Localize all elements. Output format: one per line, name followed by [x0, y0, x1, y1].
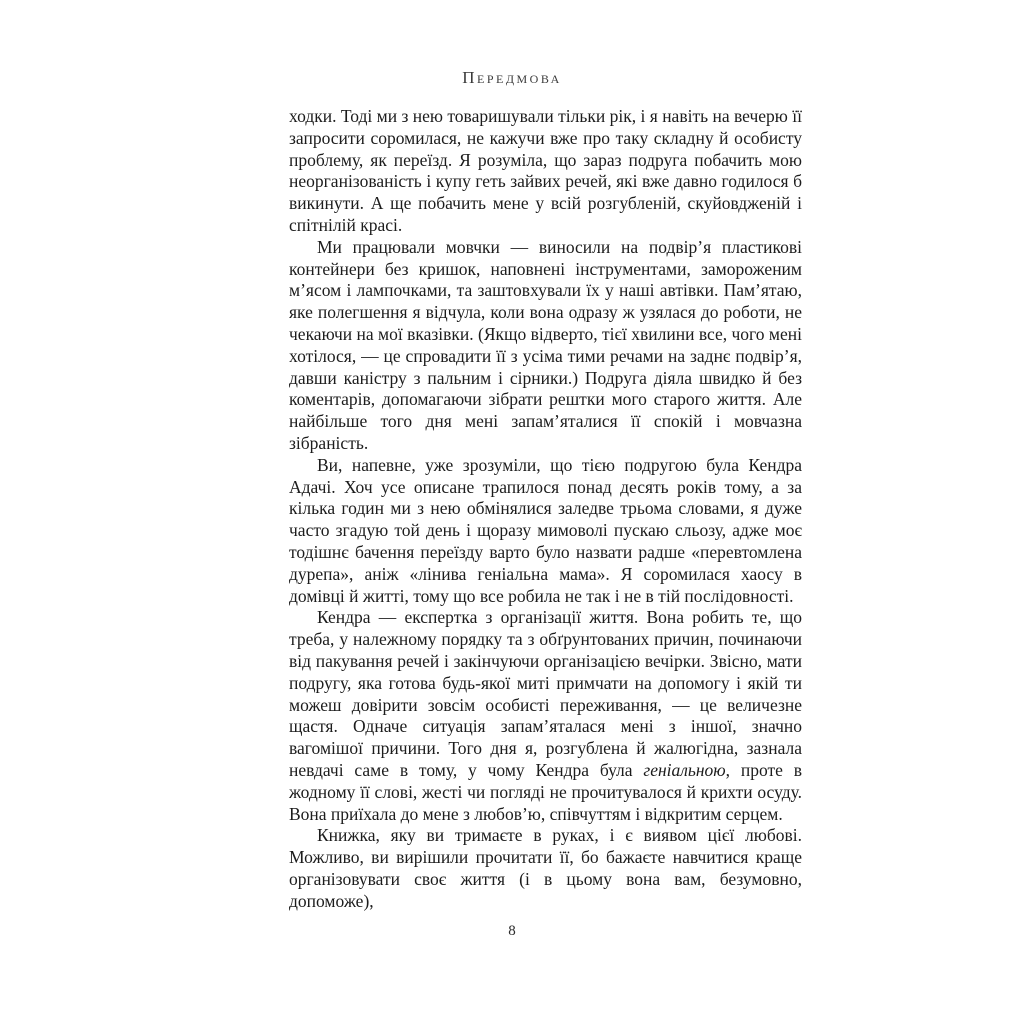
text-run: , проте в жодному її слові, жесті чи погляді не прочитувалося й крихти осуду. Вона приїхала до мене з любов’ю, співчуттям і відкритим серцем.	[289, 759, 802, 824]
paragraph	[289, 825, 802, 912]
paragraph	[289, 106, 802, 237]
page-number: 8	[508, 923, 516, 939]
text-run: Книжка, яку ви тримаєте в руках, і є виявом цієї любові. Можливо, ви вирішили прочитати її, бо бажаєте навчитися краще організовувати своє життя (і в цьому вона вам, безумовно, допоможе),	[289, 825, 802, 911]
running-header: Передмова	[462, 68, 562, 87]
paragraph	[289, 607, 802, 825]
paragraph	[289, 455, 802, 608]
body-text	[289, 106, 802, 912]
text-run: Кендра — експертка з організації життя. Вона робить те, що треба, у належному порядку та з обґрунтованих причин, починаючи від пакування речей і закінчуючи організацією вечірки. Звісно, мати подругу, яка готова будь-якої миті примчати на допомогу і якій ти можеш довірити зовсім особисті переживання, — це величезне щастя. Одначе ситуація запам’яталася мені з іншої, значно вагомішої причини. Того дня я, розгублена й жалюгідна, зазнала невдачі саме в тому, у чому Кендра була	[289, 607, 802, 780]
text-run: Ви, напевне, уже зрозуміли, що тією подругою була Кендра Адачі. Хоч усе описане трапилося понад десять років тому, а за кілька годин ми з нею обмінялися заледве трьома словами, я дуже часто згадую той день і щоразу мимоволі пускаю сльозу, адже моє тодішнє бачення переїзду варто було назвати радше «перевтомлена дурепа», аніж «лінива геніальна мама». Я соромилася хаосу в домівці й житті, тому що все робила не так і не в тій послідовності.	[289, 454, 802, 606]
paragraph	[289, 237, 802, 455]
italic-text-run: геніальною	[643, 759, 726, 780]
text-run: ходки. Тоді ми з нею товаришували тільки рік, і я навіть на вечерю її запросити соромилася, не кажучи вже про таку складну й особисту проблему, як переїзд. Я розуміла, що зараз подруга побачить мою неорганізованість і купу геть зайвих речей, які вже давно годилося б викинути. А ще побачить мене у всій розгубленій, скуйовдженій і спітнілій красі.	[289, 106, 802, 235]
text-run: Ми працювали мовчки — виносили на подвір’я пластикові контейнери без кришок, наповнені інструментами, замороженим м’ясом і лампочками, та заштовхували їх у наші автівки. Пам’ятаю, яке полегшення я відчула, коли вона одразу ж узялася до роботи, не чекаючи на мої вказівки. (Якщо відверто, тієї хвилини все, чого мені хотілося, — це спровадити її з усіма тими речами на заднє подвір’я, давши каністру з пальним і сірники.) Подруга діяла швидко й без коментарів, допомагаючи зібрати рештки мого старого життя. Але найбільше того дня мені запам’яталися її спокій і мовчазна зібраність.	[289, 236, 802, 453]
